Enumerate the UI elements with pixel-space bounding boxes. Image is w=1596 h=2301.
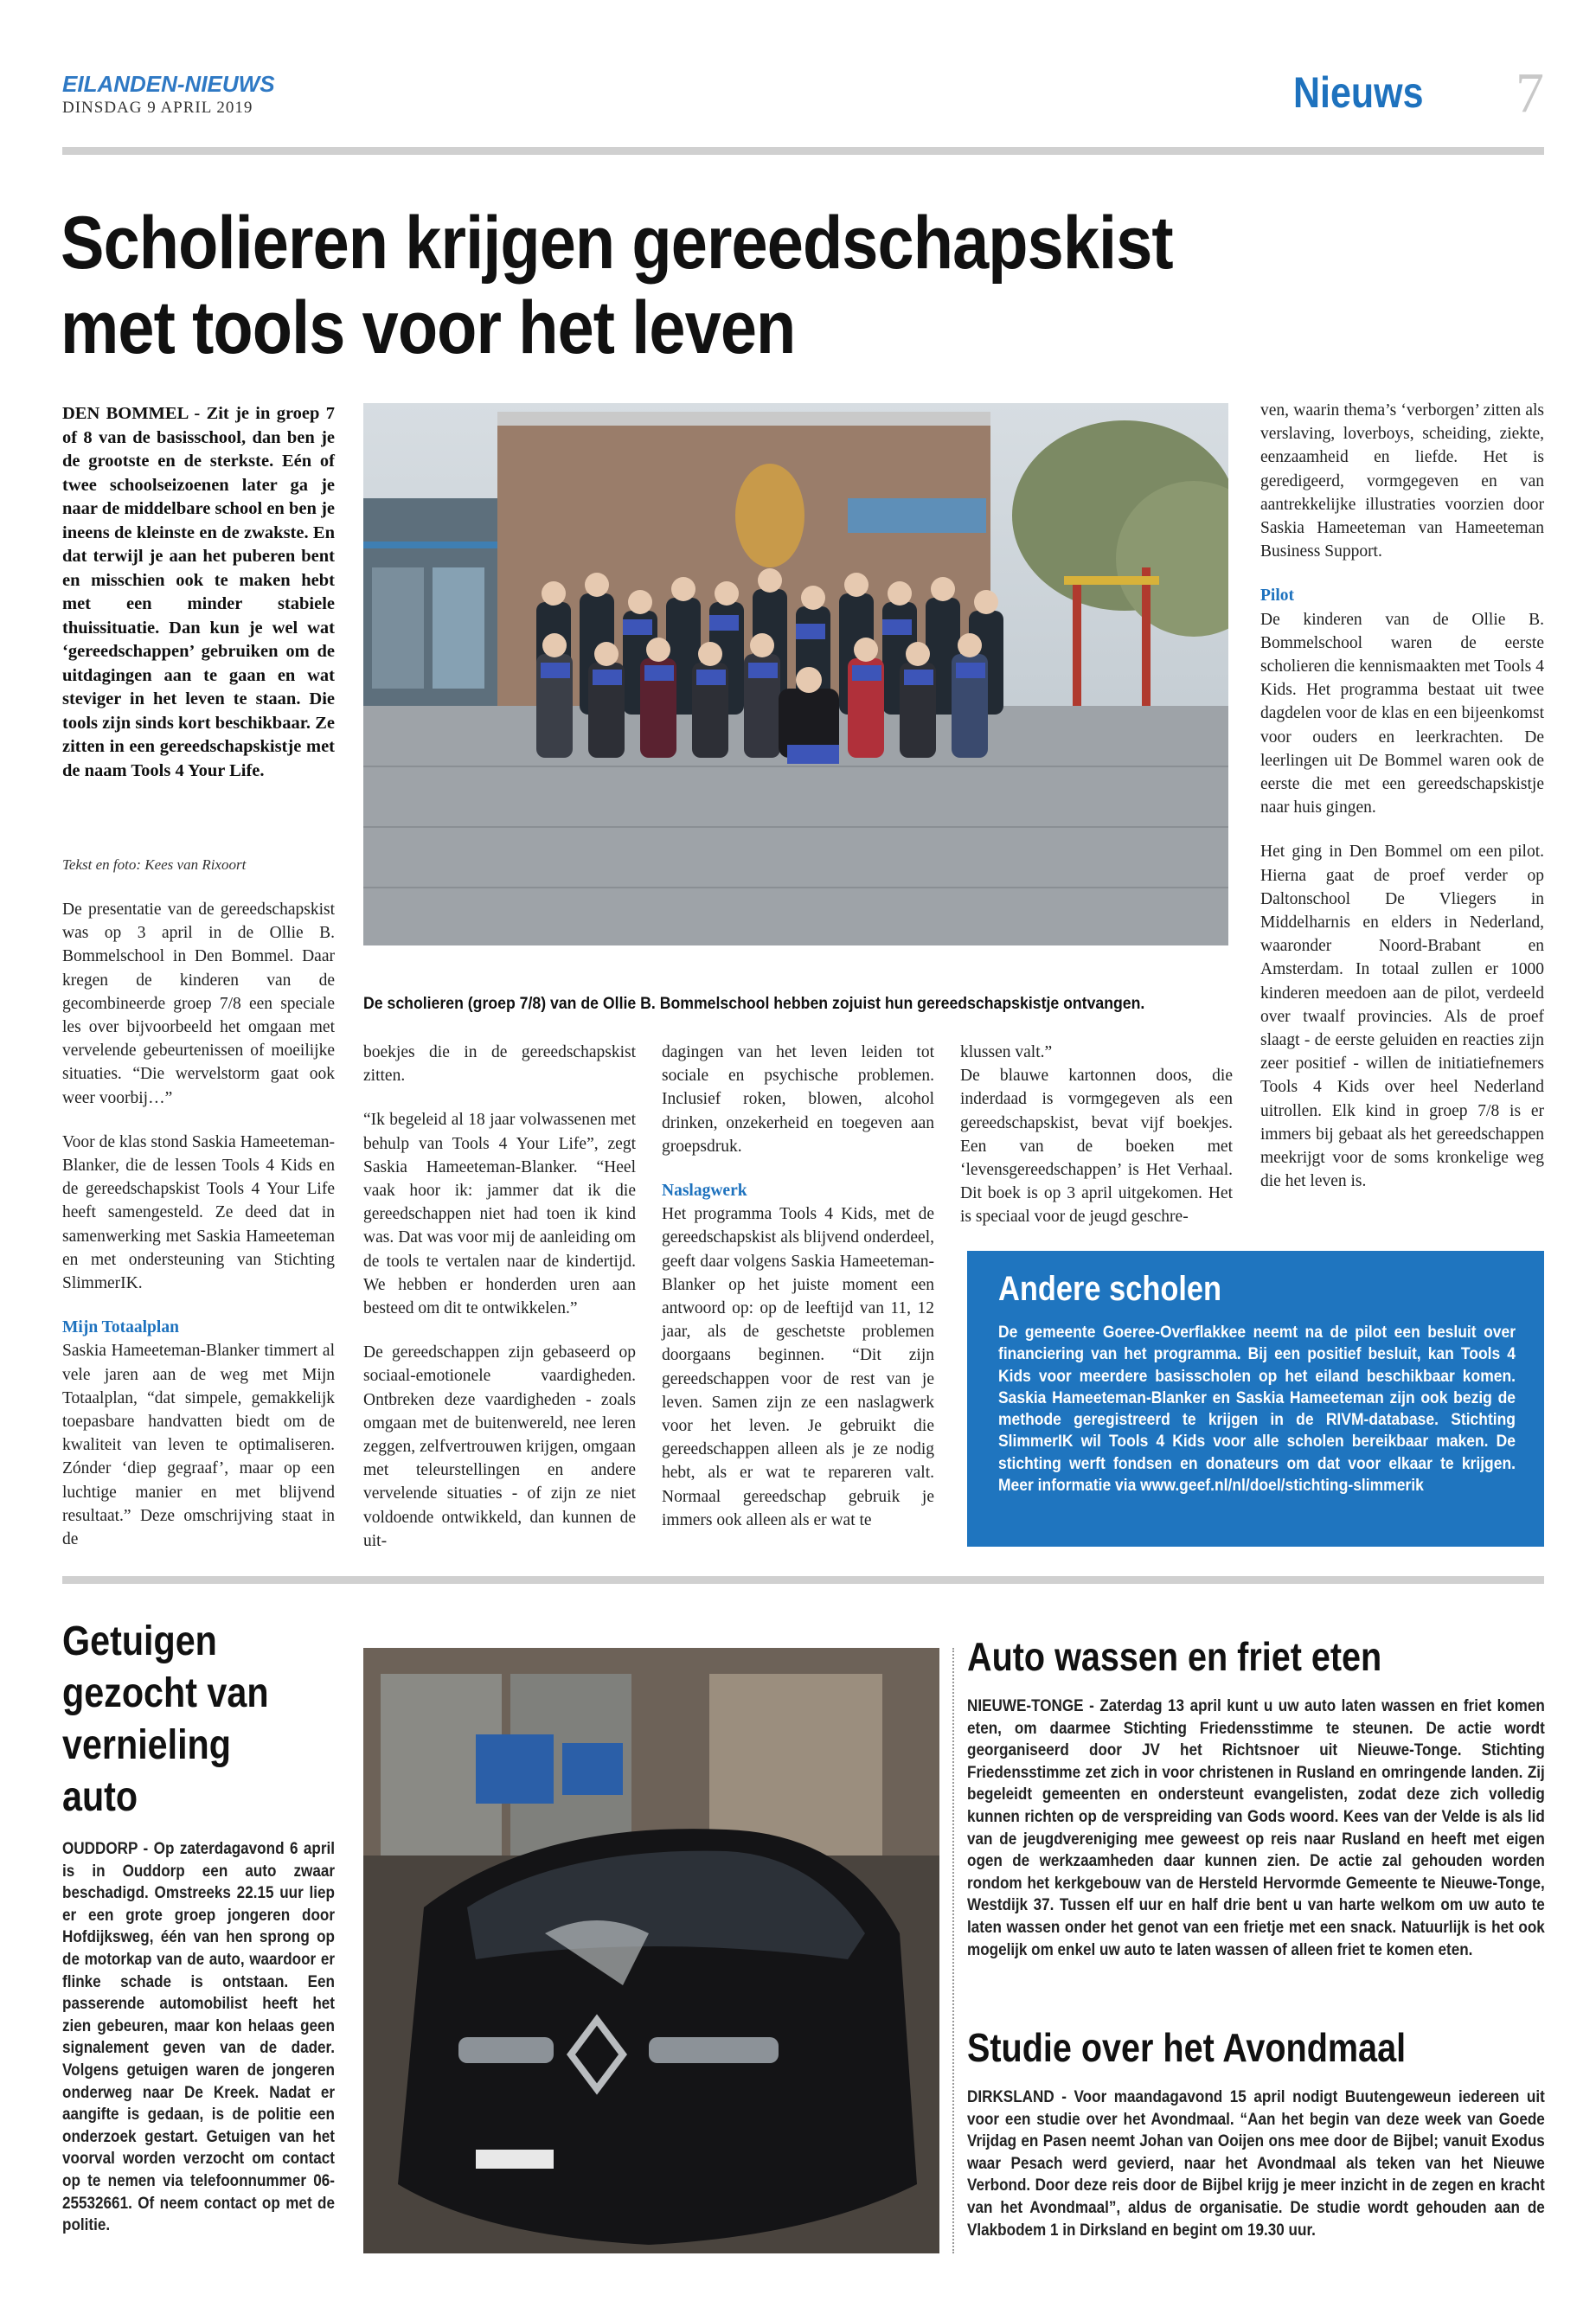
paragraph: Het ging in Den Bommel om een pilot. Hierna gaat de proef verder op Daltonschool De Vliegers in Middelharnis en elders in Nederland, waaronder Noord-Brabant en Amsterdam. In totaal zullen er 1000 kinderen meedoen aan de pilot, verdeeld over twaalf provincies. Als de proef slaagt - de eerste geluiden en reacties zijn zeer positief - willen de initiatiefnemers Tools 4 Kids over heel Nederland uitrollen. Elk kind in groep 7/8 is er immers bij gebaat als het gereedschappen meekrijgt voor de soms kronkelige weg die het leven is. bbox=[1260, 843, 1544, 1191]
group-photo-illustration bbox=[363, 403, 1228, 945]
paragraph: klussen valt.” bbox=[960, 1043, 1053, 1061]
paragraph: Saskia Hameeteman-Blanker timmert al vele jaren aan de weg met Mijn Totaalplan, “dat simpele, gemakkelijk toepasbare handvatten biedt om de kwaliteit van leven te optimaliseren. Zónder ‘diep gegraaf’, maar op een luchtige manier en met blijvend resultaat.” Deze omschrijving staat in de bbox=[62, 1342, 335, 1549]
paragraph: “Ik begeleid al 18 jaar volwassenen met behulp van Tools 4 Your Life”, zegt Saskia Hameeteman-Blanker. “Heel vaak hoor ik: jammer dat ik die gereedschappen niet had toen ik kind was. Dat was voor mij de aanleiding om de tools te vertalen naar de kindertijd. We hebben er honderden uren aan besteed om dit te ontwikkelen.” bbox=[363, 1111, 636, 1318]
studie-headline: Studie over het Avondmaal bbox=[967, 2025, 1407, 2070]
main-headline bbox=[61, 201, 1202, 370]
studie-text: DIRKSLAND - Voor maandagavond 15 april nodigt Buutengeweun iedereen uit voor een studie over het Avondmaal. “Aan het begin van deze week van Goede Vrijdag en Pasen neemt Johan van Ooijen ons mee door de Bijbel; vanuit Exodus waar Pesach werd gevierd, naar het Avondmaal als teken van het Nieuwe Verbond. Door deze reis door de Bijbel krijg je meer inzicht in de zegen en kracht van het Avondmaal”, aldus de organisatie. De studie wordt gehouden aan de Vlakbodem 1 in Dirksland en begint om 19.30 uur. bbox=[967, 2088, 1545, 2240]
getuigen-headline bbox=[62, 1616, 315, 1823]
column-2 bbox=[363, 1041, 636, 1574]
subheading: Naslagwerk bbox=[662, 1182, 747, 1201]
column-1 bbox=[62, 898, 335, 1572]
paragraph: De kinderen van de Ollie B. Bommelschool waren de eerste scholieren die kennismaakten met Tools 4 Kids. Het programma bestaat uit twee dagdelen voor de klas en een bijeenkomst voor ouders en leerkrachten. De leerlingen uit De Bommel waren ook de eerste die met een gereedschapskistje naar huis gingen. bbox=[1260, 610, 1544, 817]
info-box-title: Andere scholen bbox=[998, 1270, 1222, 1308]
paragraph: ven, waarin thema’s ‘verborgen’ zitten als verslaving, loverboys, scheiding, ziekte, eenzaamheid en liefde. Het is geredigeerd, vormgegeven en van aantrekkelijke illustraties voorzien door Saskia Hameeteman van Hameeteman Business Support. bbox=[1260, 401, 1544, 561]
column-separator bbox=[952, 1648, 954, 2253]
info-box bbox=[967, 1251, 1544, 1547]
section-title: Nieuws bbox=[1293, 68, 1424, 117]
subheading: Pilot bbox=[1260, 586, 1294, 606]
getuigen-text: OUDDORP - Op zaterdagavond 6 april is in Ouddorp een auto zwaar beschadigd. Omstreeks 22.15 uur liep er een grote groep jongeren door Hofdijksweg, één van hen sprong op de motorkap van de auto, waardoor er flinke schade is ontstaan. Een passerende automobilist heeft het zien gebeuren, maar kon helaas geen signalement geven van de dader. Volgens getuigen waren de jongeren onderweg naar De Kreek. Nadat er aangifte is gedaan, is de politie een onderzoek gestart. Getuigen van het voorval worden verzocht om contact op te nemen via telefoonnummer 06-25532661. Of neem contact op met de politie. bbox=[62, 1840, 335, 2235]
auto-headline: Auto wassen en friet eten bbox=[967, 1634, 1382, 1679]
photo-credit: Tekst en foto: Kees van Rixoort bbox=[62, 856, 247, 873]
page-number: 7 bbox=[1516, 61, 1544, 125]
car-photo bbox=[363, 1648, 939, 2253]
subheading: Mijn Totaalplan bbox=[62, 1318, 179, 1337]
paragraph: De gereedschappen zijn gebaseerd op sociaal-emotionele vaardigheden. Ontbreken deze vaardigheden - zoals omgaan met de buitenwereld, nee leren zeggen, zelfvertrouwen krijgen, omgaan met teleurstellingen en andere vervelende situaties - of zijn ze niet voldoende ontwikkeld, dan kunnen de uit- bbox=[363, 1343, 636, 1550]
photo-caption: De scholieren (groep 7/8) van de Ollie B. Bommelschool hebben zojuist hun gereedschapskistje ontvangen. bbox=[363, 995, 1145, 1013]
headline-line: vernieling bbox=[62, 1722, 231, 1768]
paragraph: Het programma Tools 4 Kids, met de gereedschapskist als blijvend onderdeel, geeft daar volgens Saskia Hameeteman-Blanker op het juiste moment een antwoord op: op de leeftijd van 11, 12 jaar, als de geschetste problemen doorgaans beginnen. “Dit zijn gereedschappen voor de rest van je leven. Samen zijn ze een naslagwerk voor het leven. Je gebruikt die gereedschappen alleen als je ze nodig hebt, als er wat te repareren valt. Normaal gereedschap gebruik je immers ook alleen als er wat te bbox=[662, 1205, 934, 1529]
paragraph: De blauwe kartonnen doos, die inderdaad is vormgegeven als een gereedschapskist, bevat vijf boekjes. Een van de boeken met ‘levensgereedschappen’ is Het Verhaal. Dit boek is op 3 april uitgekomen. Het is speciaal voor de jeugd geschre- bbox=[960, 1067, 1233, 1227]
article-lead: DEN BOMMEL - Zit je in groep 7 of 8 van de basisschool, dan ben je de grootste en de sterkste. Eén of twee schoolseizoenen later ga je naar de middelbare school en ben je ineens de kleinste en de zwakste. En dat terwijl je aan het puberen bent en misschien ook te maken hebt met een minder stabiele thuissituatie. Dan kun je wel wat ‘gereedschappen’ gebruiken om de uitdagingen aan te gaan en wat steviger in het leven te staan. Die tools zijn sinds kort beschikbaar. Ze zitten in een gereedschapskistje met de naam Tools 4 Your Life. bbox=[62, 404, 335, 780]
info-box-text: De gemeente Goeree-Overflakkee neemt na de pilot een besluit over financiering van het programma. Bij een positief besluit, kan Tools 4 Kids voor meerdere basisscholen op het eiland beschikbaar komen. Saskia Hameeteman-Blanker en Saskia Hameeteman zijn ook bezig de methode geregistreerd te krijgen in de RIVM-database. Stichting SlimmerIK wil Tools 4 Kids voor alle scholen bereikbaar maken. De stichting werft fondsen en donateurs om dat voor elkaar te krijgen. Meer informatie via www.geef.nl/nl/doel/stichting-slimmerik bbox=[998, 1324, 1516, 1496]
column-4 bbox=[960, 1041, 1233, 1250]
paragraph: De presentatie van de gereedschapskist was op 3 april in de Ollie B. Bommelschool in Den Bommel. Daar kregen de kinderen van de gecombineerde groep 7/8 een speciale les over bijvoorbeeld het omgaan met vervelende gebeurtenissen of moeilijke situaties. “Die wervelstorm gaat ook weer voorbij…” bbox=[62, 901, 335, 1107]
header-rule bbox=[62, 147, 1544, 155]
paragraph: boekjes die in de gereedschapskist zitten. bbox=[363, 1043, 636, 1086]
headline-line-2: met tools voor het leven bbox=[61, 286, 796, 369]
paragraph: Voor de klas stond Saskia Hameeteman-Blanker, die de lessen Tools 4 Kids en de gereedschapskist Tools 4 Your Life heeft samengesteld. Ze deed dat in samenwerking met Saskia Hameeteman en met ondersteuning van Stichting SlimmerIK. bbox=[62, 1132, 335, 1293]
car-photo-illustration bbox=[363, 1648, 939, 2253]
headline-line-1: Scholieren krijgen gereedschapskist bbox=[61, 202, 1173, 285]
section-rule bbox=[62, 1576, 1544, 1584]
paragraph: dagingen van het leven leiden tot sociale en psychische problemen. Inclusief roken, blowen, alcohol drinken, onzekerheid en toegeven aan groepsdruk. bbox=[662, 1043, 934, 1156]
headline-line: Getuigen bbox=[62, 1618, 217, 1664]
column-5 bbox=[1260, 399, 1544, 1215]
column-3 bbox=[662, 1041, 934, 1553]
headline-line: auto bbox=[62, 1774, 138, 1820]
publication-date: DINSDAG 9 APRIL 2019 bbox=[62, 99, 253, 117]
masthead-logo: EILANDEN-NIEUWS bbox=[62, 71, 275, 97]
group-photo bbox=[363, 403, 1228, 945]
headline-line: gezocht van bbox=[62, 1670, 269, 1716]
auto-text: NIEUWE-TONGE - Zaterdag 13 april kunt u uw auto laten wassen en friet komen eten, om daarmee Stichting Friedensstimme te steunen. De actie wordt georganiseerd door JV het Richtsnoer uit Nieuwe-Tonge. Stichting Friedensstimme zet zich in voor christenen in Rusland en omringende landen. Zij begeleidt gemeenten en ondersteunt evangelisten, zodat deze zich volledig kunnen richten op de verspreiding van Gods woord. Kees van der Velde is als lid van de jeugdvereniging mee geweest op reis naar Rusland en heeft met eigen ogen de werkzaamheden daar kunnen zien. De actie zal gehouden worden rondom het kerkgebouw van de Hersteld Hervormde Gemeente te Nieuwe-Tonge, Westdijk 37. Tussen elf uur en half drie bent u van harte welkom om uw auto te laten wassen onder het genot van een frietje met een snack. Natuurlijk is het ook mogelijk om enkel uw auto te laten wassen of alleen friet te komen eten. bbox=[967, 1697, 1545, 1959]
